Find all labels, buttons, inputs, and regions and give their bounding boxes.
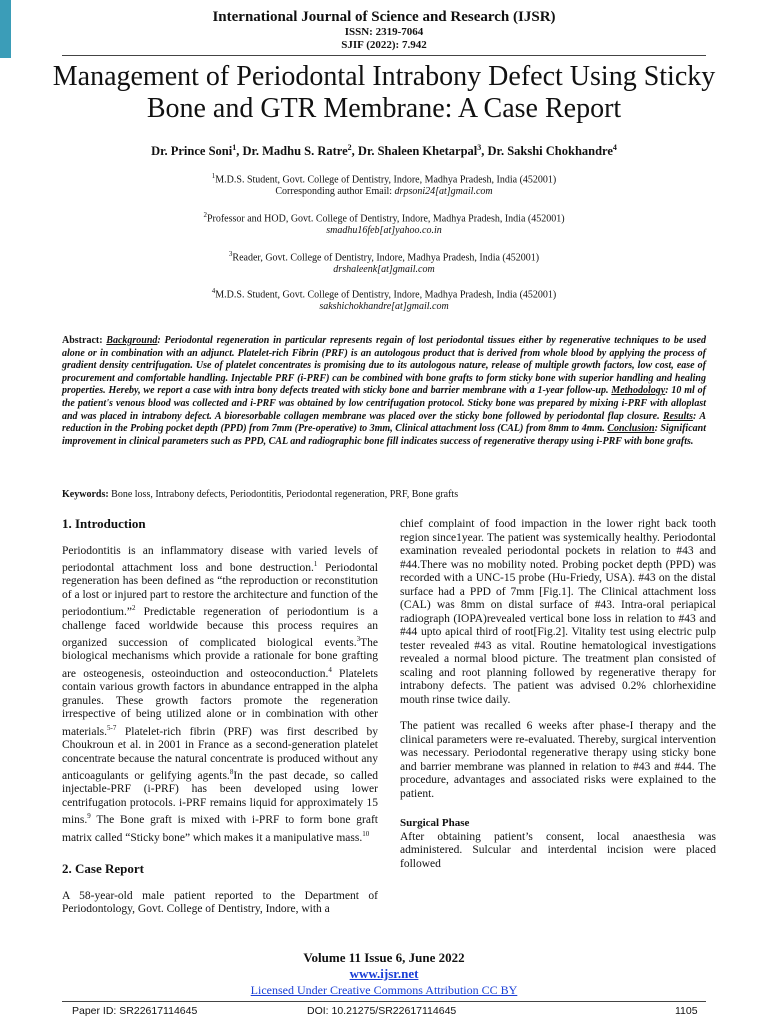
keywords-text: Bone loss, Intrabony defects, Periodontitis, Periodontal regeneration, PRF, Bone grafts (111, 489, 459, 500)
left-column (62, 514, 378, 917)
author-name: Dr. Prince Soni (151, 144, 233, 159)
affiliation-text: Reader, Govt. College of Dentistry, Indore, Madhya Pradesh, India (452001) (232, 252, 540, 264)
author-list: Dr. Prince Soni$^1$, Dr. Madhu S. Ratre$^2$, Dr. Shaleen Khetarpal$^3$, Dr. Sakshi Chokhandre$^4$ (151, 143, 617, 159)
author-sup: 1 (232, 143, 237, 152)
paper-id: Paper ID: SR22617114645 (72, 1005, 198, 1017)
section-heading-case-report: 2. Case Report (62, 861, 144, 877)
author-email: drpsoni24[at]gmail.com (394, 186, 493, 198)
case-paragraph-1: chief complaint of food impaction in the lower right back tooth region since1year. The patient was systemically healthy. Periodontal examination revealed periodontal pockets in relation to #43 and #44.There was no mobility noted. Probing pocket depth (PPD) was recorded with a UNC-15 probe (Hu-Friedy, USA). #43 on the distal surface had a PPD of 7mm [Fig.1]. The Clinical attachment loss (CAL) was 8mm on distal surface of #43. Intra-oral periapical radiograph (IOPA)revealed vertical bone loss in relation to #43 and #44 upto apical third of root[Fig.2]. Vitality test using electric pulp tester revealed #43 as vital. Routine hematological investigations revealed a normal blood picture. The treatment plan consisted of scaling and root planning followed by regenerative therapy for intrabony defects. The patient was advised 0.2% chlorhexidine mouth rinse twice daily. (400, 518, 716, 706)
license-link[interactable]: Licensed Under Creative Commons Attribution CC BY (250, 983, 518, 997)
intro-paragraph: Periodontitis is an inflammatory disease with varied levels of periodontal attachment loss and bone destruction.$^1$ Periodontal regeneration has been defined as “the reproduction or reconstitution of a lost or injured part to restore the architecture and function of the periodontium.”$^2$ Predictable regeneration of periodontium is a challenge faced worldwide because this process requires an organized succession of complicated biological events.$^3$The biological mechanisms which provide a rationale for bone grafting are osteogenesis, osteoinduction and osteoconduction.$^4$ Platelets contain various growth factors in abundance entrapped in the alpha granules. These growth factors promote the regeneration irrespective of being utilized alone or in combination with other materials.$^{5-7}$ Platelet-rich fibrin (PRF) was first described by Choukroun et al. in 2001 in France as a second-generation platelet concentrate because the natural concentrate is produced without any anticoagulants or gelifying agents.$^8$In the past decade, so called injectable-PRF (i-PRF) has been developed using lower centrifugation protocols. i-PRF remains liquid for approximately 15 mins.$^9$ The Bone graft is mixed with i-PRF to form bone graft matrix called “Sticky bone” which makes it a manipulative mass.$^{10}$ (62, 544, 379, 844)
journal-header (0, 8, 768, 52)
author-sup: 3 (477, 143, 482, 152)
doi: DOI: 10.21275/SR22617114645 (307, 1005, 457, 1017)
journal-name: International Journal of Science and Research (IJSR) (212, 9, 556, 25)
abstract-label: Abstract: (62, 335, 107, 346)
background-label: Background (106, 335, 158, 346)
results-label: Results (662, 410, 693, 422)
results-text: : A reduction in the Probing pocket depth (PPD) from 7mm (Pre-operative) to 3mm, Clinical attachment loss (CAL) from 8mm to 4mm. (62, 410, 706, 435)
section-heading-introduction: 1. Introduction (62, 516, 146, 531)
citation: 2 (131, 604, 136, 613)
keywords (62, 489, 706, 500)
author-name: Dr. Shaleen Khetarpal (357, 144, 478, 159)
corresponding-label: Corresponding author Email: (275, 186, 395, 198)
citation: 10 (362, 829, 370, 838)
citation: 1 (313, 560, 318, 568)
author-email: drshaleenk[at]gmail.com (333, 264, 435, 276)
citation: 4 (328, 665, 332, 674)
citation: 3 (356, 635, 361, 644)
affiliation-1 (0, 170, 768, 198)
author-email: sakshichokhandre[at]gmail.com (319, 301, 449, 313)
affiliation-sup: 4 (211, 287, 216, 295)
affiliation-text: M.D.S. Student, Govt. College of Dentistry, Indore, Madhya Pradesh, India (452001) (215, 174, 557, 186)
surgical-paragraph: After obtaining patient’s consent, local anaesthesia was administered. Sulcular and interdental incision were placed followed (400, 830, 716, 870)
author-name: Dr. Sakshi Chokhandre (487, 144, 613, 159)
affiliation-2 (0, 209, 768, 237)
keywords-label: Keywords: (62, 489, 112, 500)
paper-title: Management of Periodontal Intrabony Defect Using Sticky Bone and GTR Membrane: A Case Report (52, 61, 716, 124)
volume-issue: Volume 11 Issue 6, June 2022 (303, 950, 465, 965)
footer-divider (62, 1001, 706, 1002)
right-column (400, 518, 716, 871)
citation: 9 (87, 812, 91, 821)
author-sup: 2 (347, 143, 352, 152)
citation: 5-7 (107, 723, 117, 732)
affiliation-4 (0, 285, 768, 313)
page-number: 1105 (675, 1005, 698, 1017)
affiliation-text: Professor and HOD, Govt. College of Dentistry, Indore, Madhya Pradesh, India (452001) (206, 213, 565, 225)
background-text: : Periodontal regeneration in particular represents regain of lost periodontal tissues either by regenerative techniques to be used alone or in combination with an adjunct. Platelet-rich Fibrin (PRF) is an autologous product that is derived from whole blood by applying the process of gradient density centrifugation. Use of platelet concentrates is promising due to its autologous nature, release of multiple growth factors, low cost, ease of procurement and comfortable handling. Injectable PRF (i-PRF) can be combined with bone grafts to form sticky bone with superior handling and healing properties. Hereby, we report a case with intra bony defects treated with sticky bone and barrier membrane with a 1-year follow-up. (62, 335, 706, 397)
journal-issn: ISSN: 2319-7064 (344, 26, 424, 38)
affiliation-3 (0, 248, 768, 276)
author-sup: 4 (612, 143, 617, 152)
author-name: Dr. Madhu S. Ratre (242, 144, 348, 159)
affiliation-sup: 3 (228, 250, 233, 258)
methodology-text: : 10 ml of the patient's venous blood was collected and i-PRF was obtained by low centrifugation protocol. Sticky bone was prepared by mixing i-PRF with alloplast and was placed in intrabony defect. A bioresorbable collagen membrane was placed over the sticky bone followed by periodontal flap closure. (62, 385, 707, 422)
author-email: smadhu16feb[at]yahoo.co.in (326, 225, 442, 237)
abstract (62, 335, 706, 448)
affiliation-text: M.D.S. Student, Govt. College of Dentistry, Indore, Madhya Pradesh, India (452001) (215, 289, 557, 301)
journal-sjif: SJIF (2022): 7.942 (341, 39, 427, 51)
affiliation-sup: 1 (211, 172, 216, 180)
case-paragraph-2: The patient was recalled 6 weeks after phase-I therapy and the clinical parameters were re-evaluated. Thereby, surgical intervention was necessary. Periodontal regenerative therapy using sticky bone and barrier membrane was planned in relation to #43 and #44. The procedure, advantages and associated risks were explained to the patient. (400, 720, 716, 800)
citation: 8 (229, 768, 234, 777)
affiliation-sup: 2 (203, 211, 207, 219)
case-report-paragraph: A 58-year-old male patient reported to the Department of Periodontology, Govt. College of Dentistry, Indore, with a (62, 889, 378, 916)
journal-website-link[interactable]: www.ijsr.net (349, 966, 419, 981)
conclusion-label: Conclusion (607, 423, 655, 435)
methodology-label: Methodology (611, 385, 666, 397)
page-footer (0, 950, 768, 998)
section-heading-surgical-phase: Surgical Phase (400, 817, 470, 829)
header-divider (62, 55, 706, 56)
conclusion-text: : Significant improvement in clinical parameters such as PPD, CAL and radiographic bone fill indicates success of regenerative therapy using i-PRF with bone grafts. (62, 423, 706, 447)
